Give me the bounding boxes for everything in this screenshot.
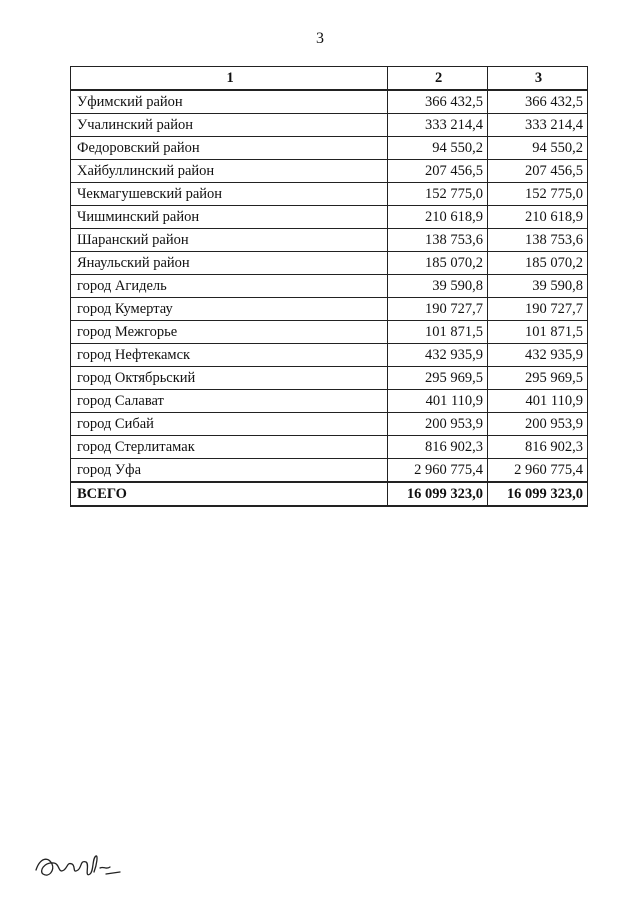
value-col-3: 295 969,5 — [488, 367, 588, 390]
value-col-2: 185 070,2 — [388, 252, 488, 275]
table-row — [71, 344, 588, 367]
column-header-1: 1 — [71, 67, 388, 91]
district-name: Учалинский район — [71, 114, 388, 137]
table-body — [71, 90, 588, 506]
value-col-3: 39 590,8 — [488, 275, 588, 298]
district-name: Чекмагушевский район — [71, 183, 388, 206]
value-col-3: 333 214,4 — [488, 114, 588, 137]
value-col-2: 366 432,5 — [388, 90, 488, 114]
district-name: город Сибай — [71, 413, 388, 436]
table-row — [71, 413, 588, 436]
value-col-3: 432 935,9 — [488, 344, 588, 367]
value-col-2: 432 935,9 — [388, 344, 488, 367]
district-name: город Салават — [71, 390, 388, 413]
value-col-3: 816 902,3 — [488, 436, 588, 459]
district-name: город Межгорье — [71, 321, 388, 344]
table-row — [71, 298, 588, 321]
total-col-3: 16 099 323,0 — [488, 482, 588, 506]
district-name: город Уфа — [71, 459, 388, 483]
district-name: Шаранский район — [71, 229, 388, 252]
value-col-3: 190 727,7 — [488, 298, 588, 321]
table-row — [71, 229, 588, 252]
value-col-2: 152 775,0 — [388, 183, 488, 206]
value-col-2: 401 110,9 — [388, 390, 488, 413]
table-row — [71, 137, 588, 160]
column-header-3: 3 — [488, 67, 588, 91]
value-col-3: 207 456,5 — [488, 160, 588, 183]
value-col-2: 190 727,7 — [388, 298, 488, 321]
value-col-2: 210 618,9 — [388, 206, 488, 229]
value-col-2: 207 456,5 — [388, 160, 488, 183]
handwritten-signature-icon — [34, 848, 124, 893]
value-col-2: 138 753,6 — [388, 229, 488, 252]
column-header-2: 2 — [388, 67, 488, 91]
value-col-3: 2 960 775,4 — [488, 459, 588, 483]
value-col-2: 200 953,9 — [388, 413, 488, 436]
total-label: ВСЕГО — [71, 482, 388, 506]
value-col-3: 101 871,5 — [488, 321, 588, 344]
value-col-3: 200 953,9 — [488, 413, 588, 436]
value-col-3: 366 432,5 — [488, 90, 588, 114]
value-col-2: 2 960 775,4 — [388, 459, 488, 483]
district-name: город Октябрьский — [71, 367, 388, 390]
value-col-2: 333 214,4 — [388, 114, 488, 137]
table-row — [71, 183, 588, 206]
value-col-2: 816 902,3 — [388, 436, 488, 459]
district-name: город Агидель — [71, 275, 388, 298]
table-row — [71, 459, 588, 483]
value-col-2: 94 550,2 — [388, 137, 488, 160]
value-col-3: 138 753,6 — [488, 229, 588, 252]
district-name: город Кумертау — [71, 298, 388, 321]
table-row — [71, 321, 588, 344]
district-name: Уфимский район — [71, 90, 388, 114]
table-row — [71, 252, 588, 275]
table-row — [71, 436, 588, 459]
page-number: 3 — [316, 30, 324, 47]
value-col-3: 210 618,9 — [488, 206, 588, 229]
budget-table — [70, 66, 588, 507]
table-row — [71, 90, 588, 114]
value-col-3: 185 070,2 — [488, 252, 588, 275]
value-col-3: 94 550,2 — [488, 137, 588, 160]
table-row — [71, 160, 588, 183]
district-name: Янаульский район — [71, 252, 388, 275]
table-row — [71, 275, 588, 298]
table-header-row — [71, 67, 588, 91]
value-col-2: 295 969,5 — [388, 367, 488, 390]
district-name: Хайбуллинский район — [71, 160, 388, 183]
district-name: Чишминский район — [71, 206, 388, 229]
table-row — [71, 206, 588, 229]
total-col-2: 16 099 323,0 — [388, 482, 488, 506]
table-row — [71, 114, 588, 137]
table-total-row — [71, 482, 588, 506]
district-name: город Нефтекамск — [71, 344, 388, 367]
value-col-2: 39 590,8 — [388, 275, 488, 298]
value-col-2: 101 871,5 — [388, 321, 488, 344]
district-name: Федоровский район — [71, 137, 388, 160]
district-name: город Стерлитамак — [71, 436, 388, 459]
value-col-3: 401 110,9 — [488, 390, 588, 413]
value-col-3: 152 775,0 — [488, 183, 588, 206]
table-row — [71, 390, 588, 413]
table-row — [71, 367, 588, 390]
